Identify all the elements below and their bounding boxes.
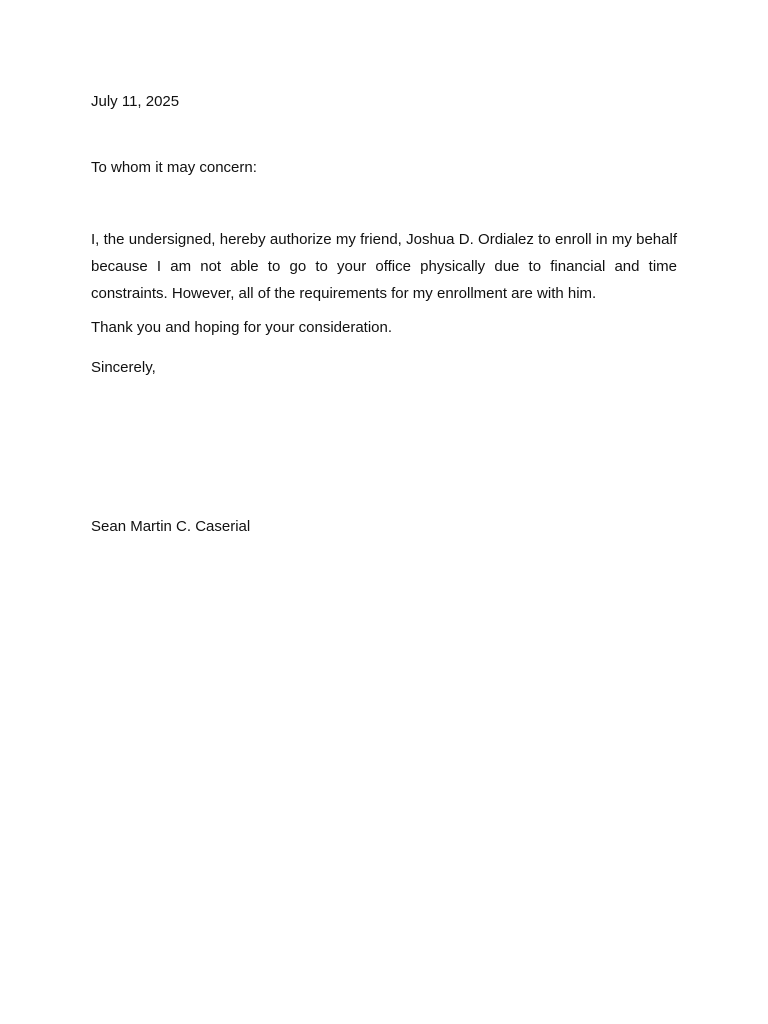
letter-thanks: Thank you and hoping for your consideration. <box>91 319 393 336</box>
letter-salutation: To whom it may concern: <box>91 159 257 176</box>
signatory-name: Sean Martin C. Caserial <box>91 518 251 535</box>
letter-sign-off: Sincerely, <box>91 359 156 376</box>
letter-body-paragraph: I, the undersigned, hereby authorize my friend, Joshua D. Ordialez to enroll in my behalf because I am not able to go to your office physically due to financial and time constraints. However, all of the requirements for my enrollment are with him. <box>91 231 677 302</box>
letter-date: July 11, 2025 <box>91 93 180 110</box>
